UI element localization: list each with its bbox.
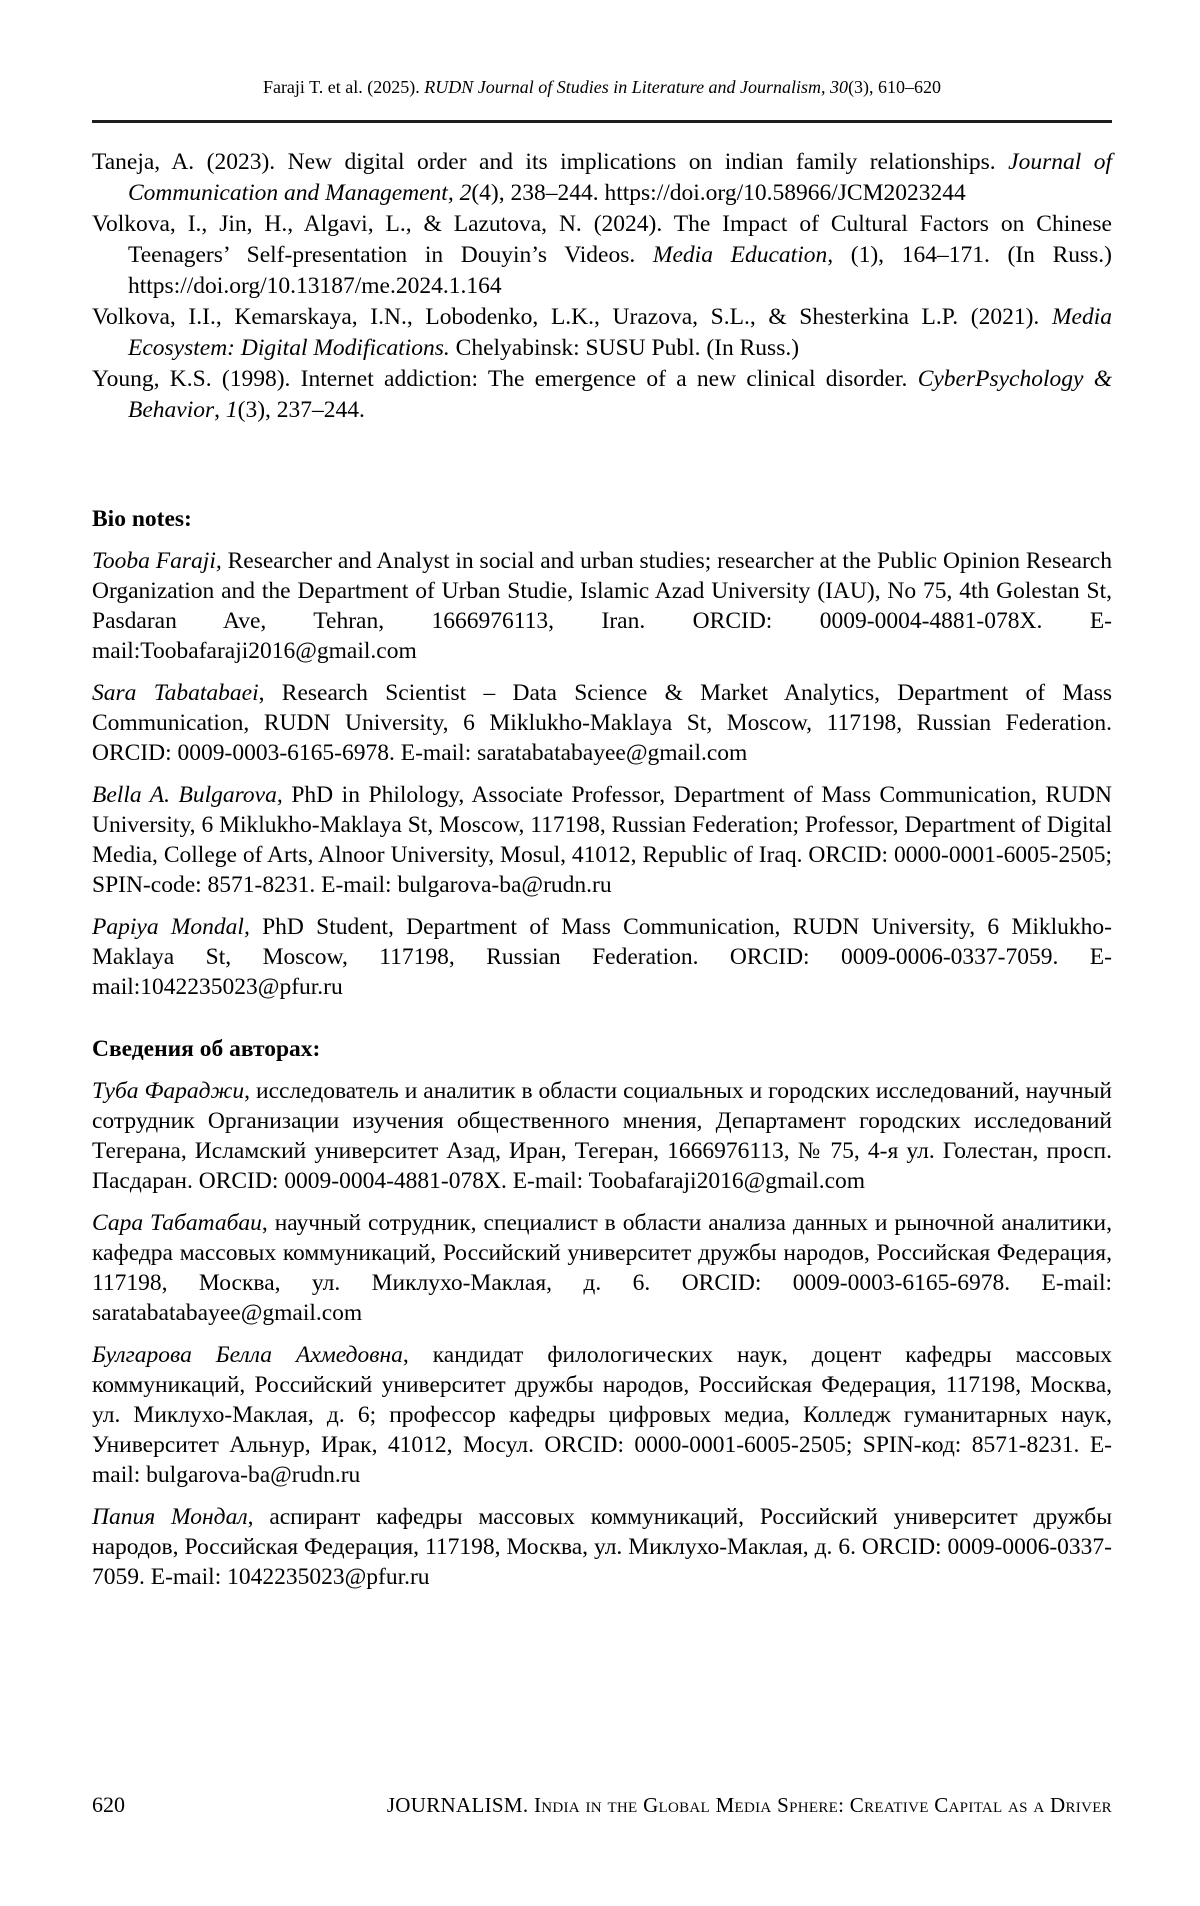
page-footer (92, 1792, 1112, 1818)
bio-entry: Papiya Mondal, PhD Student, Department of Mass Communication, RUDN University, 6 Miklukho-Maklaya St, Moscow, 117198, Russian Federation. ORCID: 0009-0006-0337-7059. E-mail:1042235023@pfur.ru (92, 914, 1112, 1000)
running-header: Faraji T. et al. (2025). RUDN Journal of Studies in Literature and Journalism, 30(3), 610–620 (262, 77, 942, 97)
header-divider (92, 120, 1112, 123)
references-section (92, 147, 1112, 426)
authors-ru-section (92, 1076, 1112, 1592)
reference-entry: Volkova, I.I., Kemarskaya, I.N., Lobodenko, L.K., Urazova, S.L., & Shesterkina L.P. (2021). Media Ecosystem: Digital Modifications. Chelyabinsk: SUSU Publ. (In Russ.) (92, 304, 1112, 361)
bio-entry-ru: Папия Мондал, аспирант кафедры массовых коммуникаций, Российский университет дружбы народов, Российская Федерация, 117198, Москва, ул. Миклухо-Маклая, д. 6. ORCID: 0009-0006-0337-7059. E-mail: 1042235023@pfur.ru (92, 1504, 1112, 1590)
bio-notes-section (92, 546, 1112, 1002)
bio-entry: Bella A. Bulgarova, PhD in Philology, Associate Professor, Department of Mass Communication, RUDN University, 6 Miklukho-Maklaya St, Moscow, 117198, Russian Federation; Professor, Department of Digital Media, College of Arts, Alnoor University, Mosul, 41012, Republic of Iraq. ORCID: 0000-0001-6005-2505; SPIN-code: 8571-8231. E-mail: bulgarova-ba@rudn.ru (92, 782, 1112, 898)
footer-journal-title: JOURNALISM. India in the Global Media Sphere: Creative Capital as a Driver (386, 1793, 1112, 1817)
reference-entry: Volkova, I., Jin, H., Algavi, L., & Lazutova, N. (2024). The Impact of Cultural Factors on Chinese Teenagers’ Self-presentation in Douyin’s Videos. Media Education, (1), 164–171. (In Russ.) https://doi.org/10.13187/me.2024.1.164 (92, 211, 1112, 299)
page-number: 620 (92, 1792, 125, 1817)
bio-notes-heading: Bio notes: (92, 506, 192, 532)
bio-entry: Sara Tabatabaei, Research Scientist – Data Science & Market Analytics, Department of Mass Communication, RUDN University, 6 Miklukho-Maklaya St, Moscow, 117198, Russian Federation. ORCID: 0009-0003-6165-6978. E-mail: saratabatabayee@gmail.com (92, 680, 1113, 766)
bio-entry-ru: Булгарова Белла Ахмедовна, кандидат филологических наук, доцент кафедры массовых коммуникаций, Российский университет дружбы народов, Российская Федерация, 117198, Москва, ул. Миклухо-Маклая, д. 6; профессор кафедры цифровых медиа, Колледж гуманитарных наук, Университет Альнур, Ирак, 41012, Мосул. ORCID: 0000-0001-6005-2505; SPIN-код: 8571-8231. E-mail: bulgarova-ba@rudn.ru (92, 1342, 1112, 1488)
reference-entry: Young, K.S. (1998). Internet addiction: The emergence of a new clinical disorder. CyberPsychology & Behavior, 1(3), 237–244. (92, 366, 1113, 423)
bio-entry: Tooba Faraji, Researcher and Analyst in social and urban studies; researcher at the Public Opinion Research Organization and the Department of Urban Studie, Islamic Azad University (IAU), No 75, 4th Golestan St, Pasdaran Ave, Tehran, 1666976113, Iran. ORCID: 0009-0004-4881-078X. E-mail:Toobafaraji2016@gmail.com (92, 548, 1112, 664)
text-column (92, 0, 1112, 1592)
bio-entry-ru: Сара Табатабаи, научный сотрудник, специалист в области анализа данных и рыночной аналитики, кафедра массовых коммуникаций, Российский университет дружбы народов, Российская Федерация, 117198, Москва, ул. Миклухо-Маклая, д. 6. ORCID: 0009-0003-6165-6978. E-mail: saratabatabayee@gmail.com (92, 1210, 1112, 1326)
reference-entry: Taneja, A. (2023). New digital order and its implications on indian family relationships. Journal of Communication and Management, 2(4), 238–244. https://doi.org/10.58966/JCM2023244 (92, 149, 1112, 206)
bio-entry-ru: Туба Фараджи, исследователь и аналитик в области социальных и городских исследований, научный сотрудник Организации изучения общественного мнения, Департамент городских исследований Тегерана, Исламский университет Азад, Иран, Тегеран, 1666976113, № 75, 4-я ул. Голестан, просп. Пасдаран. ORCID: 0009-0004-4881-078X. E-mail: Toobafaraji2016@gmail.com (92, 1078, 1112, 1194)
authors-ru-heading: Сведения об авторах: (92, 1036, 321, 1062)
